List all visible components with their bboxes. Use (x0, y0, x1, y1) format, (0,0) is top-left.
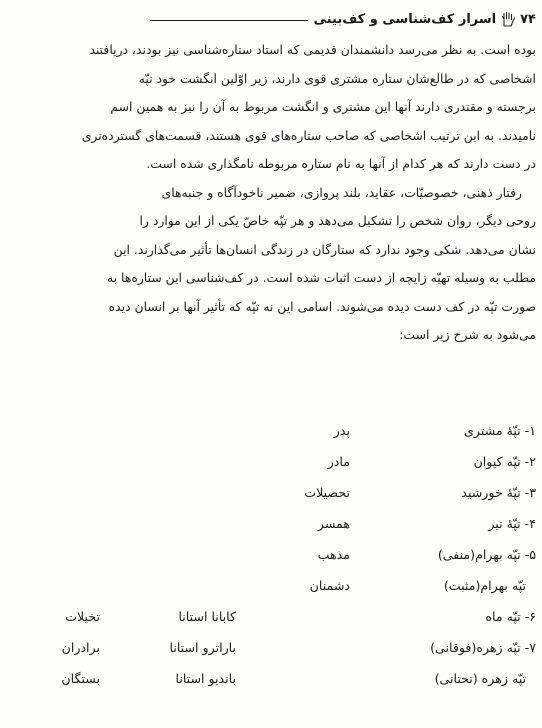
paragraph-1 (2, 36, 536, 179)
mount-name: تپّه بهرام(مثبت) (443, 578, 526, 593)
mount-meaning: مذهب (317, 547, 350, 562)
text-line: نامیدند. به این ترتیب اشخاصی که صاحب ستاره‌های قوی هستند، قسمت‌های گسترده‌تری (81, 127, 536, 143)
page-number: ۷۴ (520, 11, 536, 27)
running-title: اسرار کف‌شناسی و کف‌بینی (313, 11, 497, 27)
text-line: صورت تپّه در کف دست دیده می‌شوند. اسامی این نه تپّه که تأثیر آنها بر انسان دیده (108, 298, 536, 314)
list-item (2, 516, 536, 547)
mount-meaning: پدر (333, 423, 350, 438)
text-line: مطلب به وسیله تهیّه زایچه از دست اثبات شده است. در کف‌شناسی این ستاره‌ها به (106, 270, 536, 285)
running-header (150, 6, 536, 32)
mount-name: ۳- تپّهٔ خورشید (461, 485, 536, 500)
palm-icon (500, 11, 516, 27)
mount-extra: تخیلات (65, 609, 100, 624)
text-line: بوده است. به نظر می‌رسد دانشمندان قدیمی که استاد ستاره‌شناسی نیز بودند، دریافتند (89, 42, 536, 57)
text-line: روحی دیگر، روان شخص را تشکیل می‌دهد و هر تپّه خاصّ یکی از این موارد را (139, 213, 536, 228)
list-item (2, 423, 536, 454)
mount-name: ۵- تپّه بهرام(منفی) (437, 547, 536, 562)
mount-name: ۴- تپّهٔ تیر (488, 516, 536, 531)
mount-name: ۷- تپّه زهره(فوقانی) (430, 640, 536, 655)
mount-meaning: همسر (317, 516, 350, 531)
mount-meaning: تحصیلات (304, 485, 350, 500)
list-item (2, 485, 536, 516)
mount-sanskrit-name: باندیو استانا (175, 671, 236, 686)
mount-extra: بستگان (61, 671, 100, 686)
text-line: اشخاصی که در طالع‌شان ستاره مشتری قوی دارند، زیر اوّلین انگشت خود تپّه (138, 70, 536, 86)
mount-name: تپّه زهره (تحتانی) (434, 671, 526, 686)
mount-meaning: دشمنان (309, 578, 350, 593)
mount-name: ۱- تپّهٔ مشتری (464, 423, 536, 438)
list-item (2, 609, 536, 640)
mount-extra: برادران (61, 640, 100, 655)
paragraph-2 (2, 179, 536, 350)
mount-sanskrit-name: کابانا استانا (178, 609, 236, 624)
text-line: در دست دارند که هر کدام از آنها به نام ستاره مربوطه نامگذاری شده است. (146, 156, 536, 171)
text-line: رفتار ذهنی، خصوصیّات، عقاید، بلند پروازی، ضمیر ناخودآگاه و جنبه‌های (161, 184, 522, 200)
list-item (2, 578, 536, 609)
text-line: برجسته و مقتدری دارند آنها این مشتری و انگشت مربوط به آن را نیز به همین اسم (110, 99, 536, 114)
list-item (2, 640, 536, 671)
mount-sanskrit-name: باراترو استانا (169, 640, 236, 655)
text-line: می‌شود به شرح زیر است: (399, 327, 536, 342)
list-item (2, 547, 536, 578)
header-rule (150, 20, 308, 21)
list-item (2, 454, 536, 485)
mount-list (2, 423, 536, 702)
mount-name: ۲- تپّه کیوان (473, 454, 536, 469)
list-item (2, 671, 536, 702)
body-text (2, 36, 536, 350)
mount-meaning: مادر (327, 454, 350, 469)
text-line: نشان می‌دهد. شکی وجود ندارد که ستارگان در زندگی انسان‌ها تأثیر می‌گذارند. این (113, 241, 536, 257)
mount-name: ۶- تپّه ماه (485, 609, 536, 624)
